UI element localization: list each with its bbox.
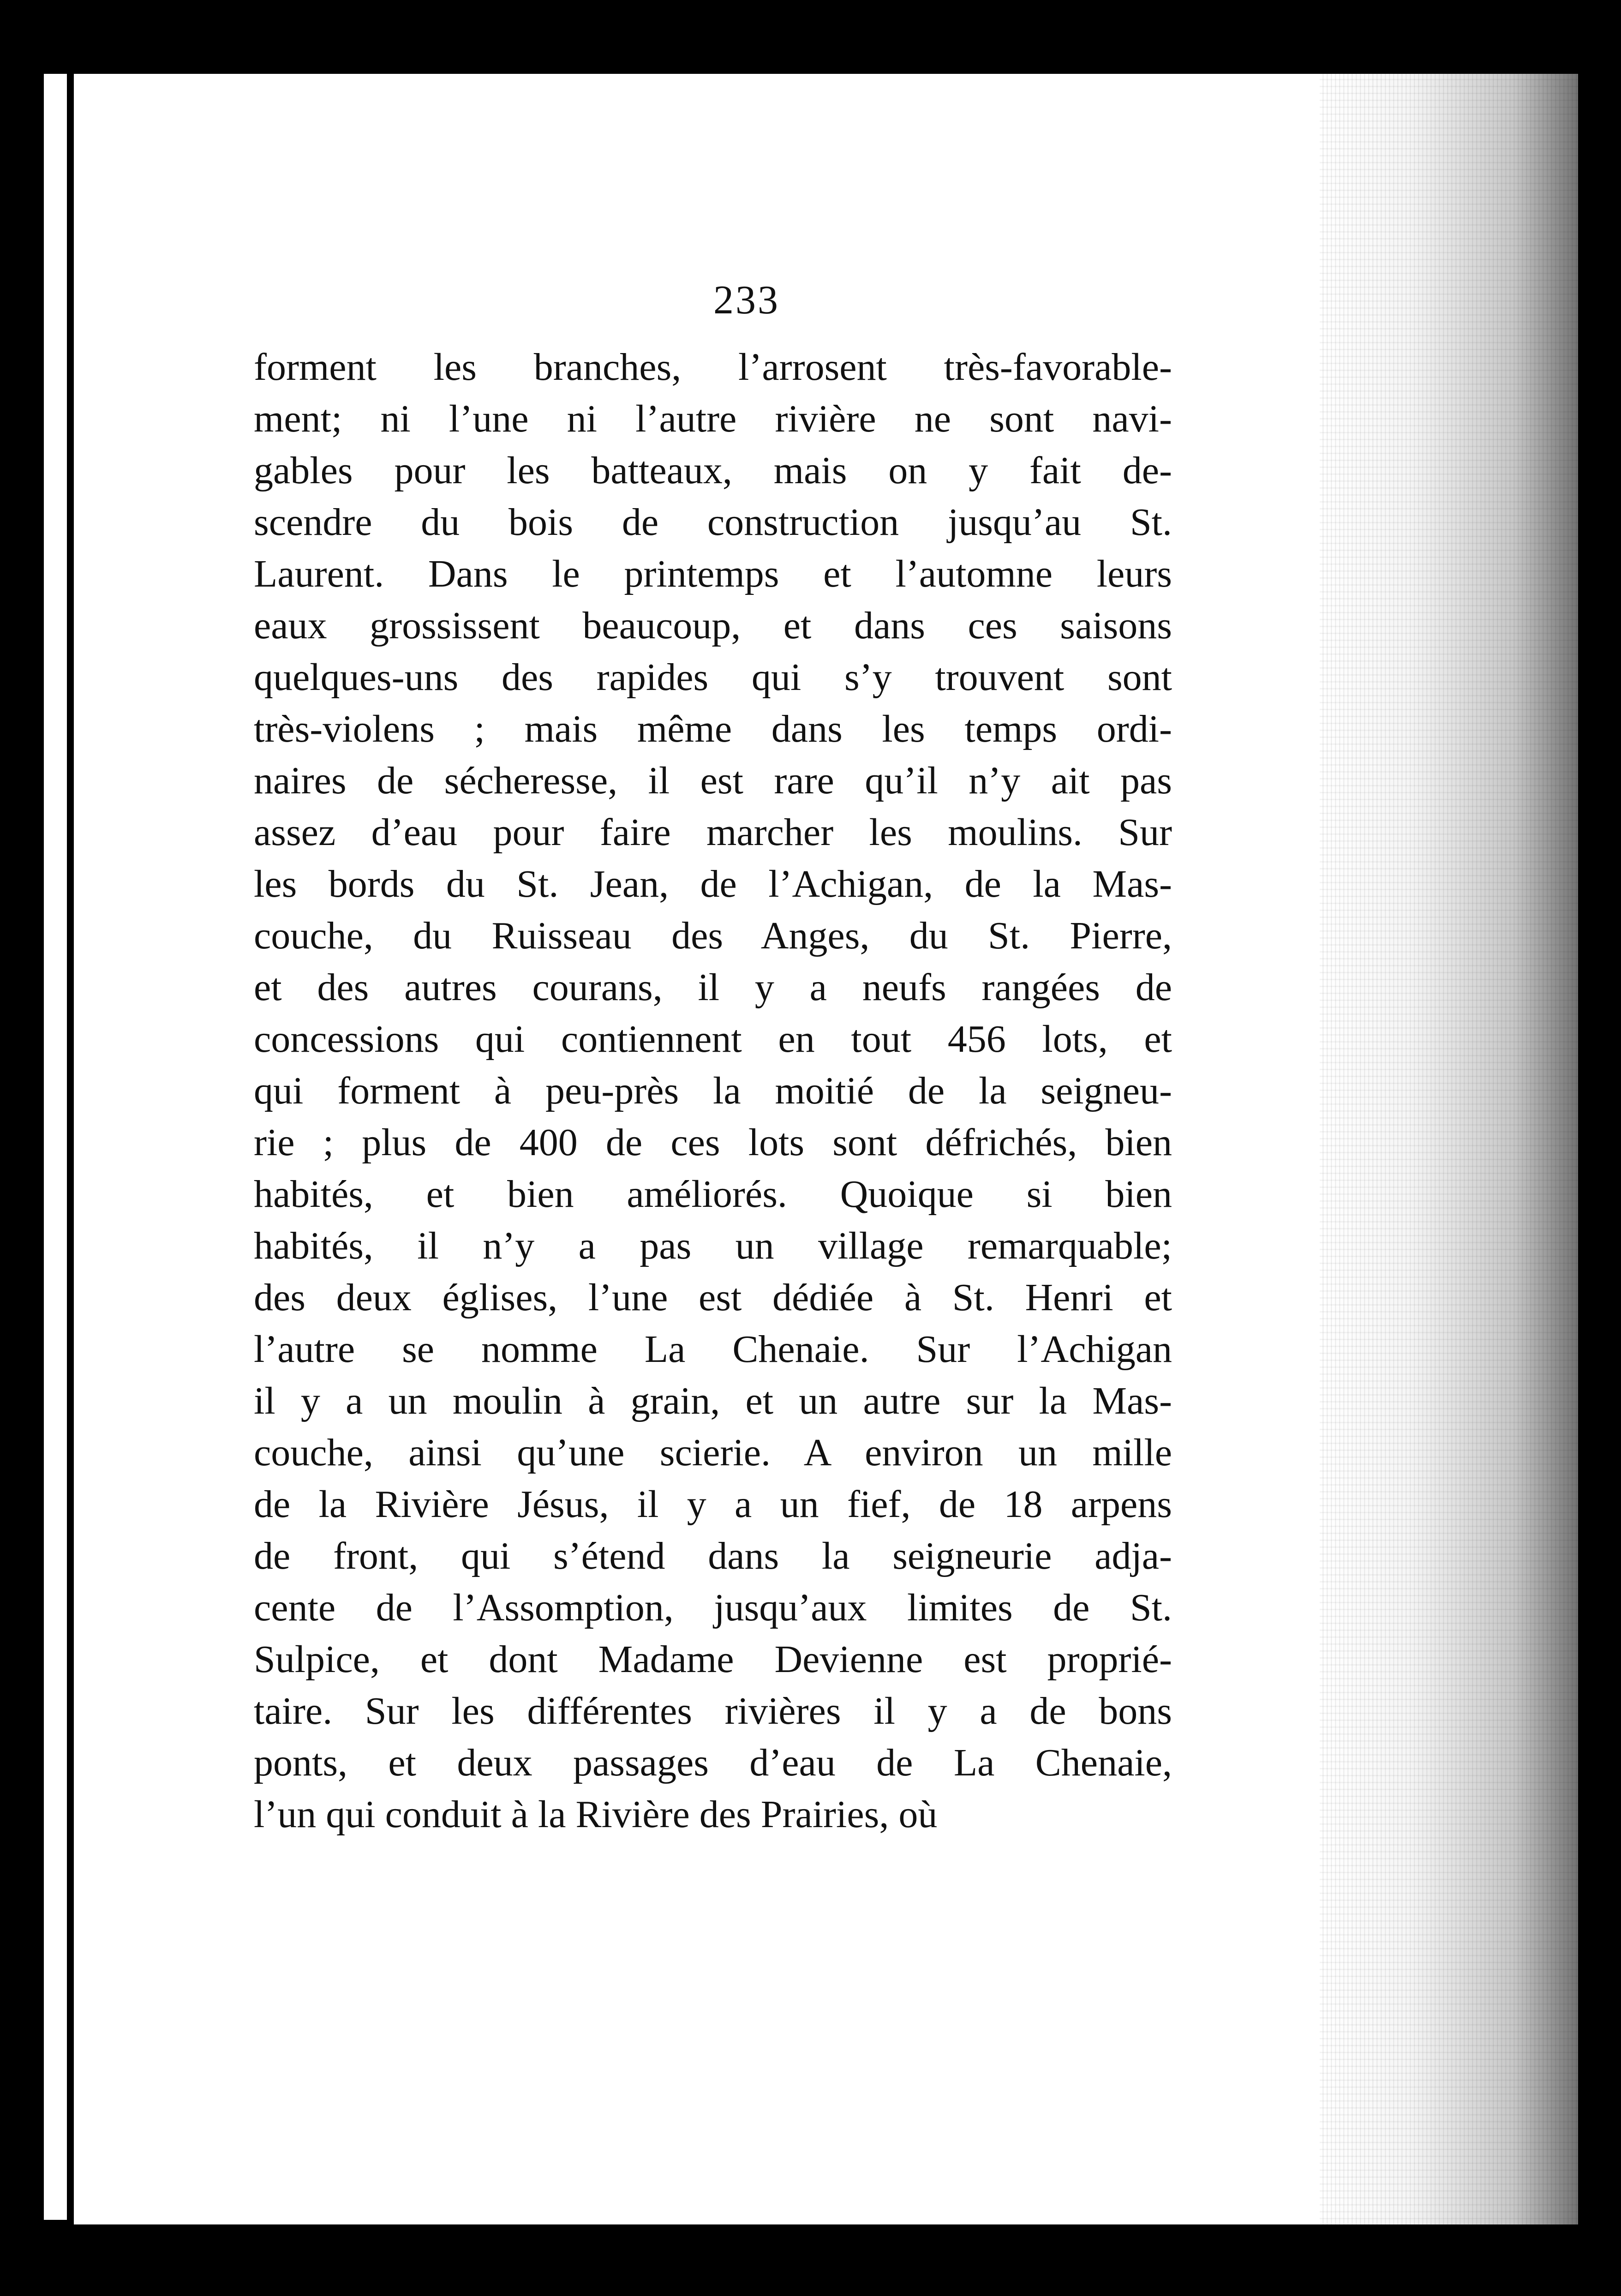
text-line: eaux grossissent beaucoup, et dans ces saisons (254, 604, 1172, 647)
text-line: habités, et bien améliorés. Quoique si bien (254, 1173, 1172, 1216)
text-line: il y a un moulin à grain, et un autre sur la Mas- (254, 1379, 1172, 1422)
text-line: naires de sécheresse, il est rare qu’il n’y ait pas (254, 759, 1172, 802)
text-line: rie ; plus de 400 de ces lots sont défrichés, bien (254, 1121, 1172, 1164)
left-page-edge (44, 74, 72, 2220)
text-line: de front, qui s’étend dans la seigneurie adja- (254, 1535, 1172, 1577)
text-line: concessions qui contiennent en tout 456 lots, et (254, 1018, 1172, 1061)
text-line: couche, ainsi qu’une scierie. A environ un mille (254, 1431, 1172, 1474)
text-line: cente de l’Assomption, jusqu’aux limites de St. (254, 1586, 1172, 1629)
text-line: gables pour les batteaux, mais on y fait de- (254, 449, 1172, 492)
book-page (74, 74, 1578, 2224)
text-line: ponts, et deux passages d’eau de La Chenaie, (254, 1741, 1172, 1784)
text-line: forment les branches, l’arrosent très-favorable- (254, 346, 1172, 389)
text-line: assez d’eau pour faire marcher les moulins. Sur (254, 811, 1172, 854)
text-line: scendre du bois de construction jusqu’au St. (254, 501, 1172, 544)
page-edge-shadow (1320, 74, 1578, 2224)
text-line: Sulpice, et dont Madame Devienne est proprié- (254, 1638, 1172, 1681)
text-line: taire. Sur les différentes rivières il y a de bons (254, 1690, 1172, 1732)
text-line: qui forment à peu-près la moitié de la seigneu- (254, 1069, 1172, 1112)
text-line: très-violens ; mais même dans les temps ordi- (254, 707, 1172, 750)
text-line: couche, du Ruisseau des Anges, du St. Pierre, (254, 914, 1172, 957)
text-line: de la Rivière Jésus, il y a un fief, de 18 arpens (254, 1483, 1172, 1526)
text-line: des deux églises, l’une est dédiée à St. Henri et (254, 1276, 1172, 1319)
text-line: l’un qui conduit à la Rivière des Prairies, où (254, 1793, 938, 1836)
body-text (254, 342, 1172, 1840)
text-line: l’autre se nomme La Chenaie. Sur l’Achigan (254, 1328, 1172, 1371)
text-line: Laurent. Dans le printemps et l’automne leurs (254, 552, 1172, 595)
text-line: et des autres courans, il y a neufs rangées de (254, 966, 1172, 1009)
text-line: les bords du St. Jean, de l’Achigan, de la Mas- (254, 863, 1172, 905)
text-line: quelques-uns des rapides qui s’y trouvent sont (254, 656, 1172, 699)
text-line: habités, il n’y a pas un village remarquable; (254, 1224, 1172, 1267)
text-line: ment; ni l’une ni l’autre rivière ne sont navi- (254, 397, 1172, 440)
page-number: 233 (713, 278, 780, 323)
